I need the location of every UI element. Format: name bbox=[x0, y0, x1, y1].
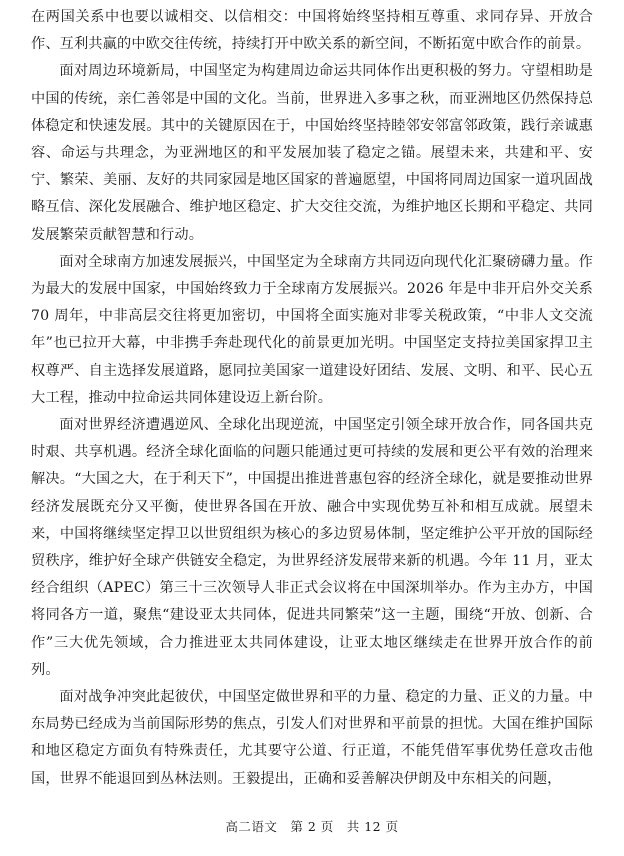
paragraph-world-economy: 面对世界经济遭遇逆风、全球化出现逆流，中国坚定引领全球开放合作，同各国共克时艰、共享机遇。经济全球化面临的问题只能通过更可持续的发展和更公平有效的治理来解决。“大国之大，在于利天下”，中国提出推进普惠包容的经济全球化，就是要推动世界经济发展既充分又平衡，使世界各国在开放、融合中实现优势互补和相互成就。展望未来，中国将继续坚定捍卫以世贸组织为核心的多边贸易体制，坚定维护公平开放的国际经贸秩序，维护好全球产供链安全稳定，为世界经济发展带来新的机遇。今年 11 月，亚太经合组织（APEC）第三十三次领导人非正式会议将在中国深圳举办。作为主办方，中国将同各方一道，聚焦“建设亚太共同体，促进共同繁荣”这一主题，围绕“开放、创新、合作”三大优先领域，合力推进亚太共同体建设，让亚太地区继续走在世界开放合作的前列。 bbox=[31, 417, 593, 678]
paragraph-peace: 面对战争冲突此起彼伏，中国坚定做世界和平的力量、稳定的力量、正义的力量。中东局势已经成为当前国际形势的焦点，引发人们对世界和平前景的担忧。大国在维护国际和地区稳定方面负有特殊责任，尤其要守公道、行正道，不能凭借军事优势任意攻击他国，世界不能退回到丛林法则。王毅提出，正确和妥善解决伊朗及中东相关的问题， bbox=[31, 689, 593, 787]
document-body bbox=[31, 4, 593, 793]
paragraph-continuation: 在两国关系中也要以诚相交、以信相交：中国将始终坚持相互尊重、求同存异、开放合作、互利共赢的中欧交往传统，持续打开中欧关系的新空间，不断拓宽中欧合作的前景。 bbox=[31, 9, 593, 53]
page-footer: 高二语文 第 2 页 共 12 页 bbox=[225, 819, 399, 834]
paragraph-global-south: 面对全球南方加速发展振兴，中国坚定为全球南方共同迈向现代化汇聚磅礴力量。作为最大的发展中国家，中国始终致力于全球南方发展振兴。2026 年是中非开启外交关系 70 周年，中非高层交往将更加密切，中国将全面实施对非零关税政策，“中非人文交流年”也已拉开大幕，中非携手奔赴现代化的前景更加光明。中国坚定支持拉美国家捍卫主权尊严、自主选择发展道路，愿同拉美国家一道建设好团结、发展、文明、和平、民心五大工程，推动中拉命运共同体建设迈上新台阶。 bbox=[31, 253, 593, 406]
paragraph-neighborhood: 面对周边环境新局，中国坚定为构建周边命运共同体作出更积极的努力。守望相助是中国的传统，亲仁善邻是中国的文化。当前，世界进入多事之秋，而亚洲地区仍然保持总体稳定和快速发展。其中的关键原因在于，中国始终坚持睦邻安邻富邻政策，践行亲诚惠容、命运与共理念，为亚洲地区的和平发展加装了稳定之锚。展望未来，共建和平、安宁、繁荣、美丽、友好的共同家园是地区国家的普遍愿望，中国将同周边国家一道巩固战略互信、深化发展融合、维护地区稳定、扩大交往交流，为维护地区长期和平稳定、共同发展繁荣贡献智慧和行动。 bbox=[31, 63, 593, 243]
